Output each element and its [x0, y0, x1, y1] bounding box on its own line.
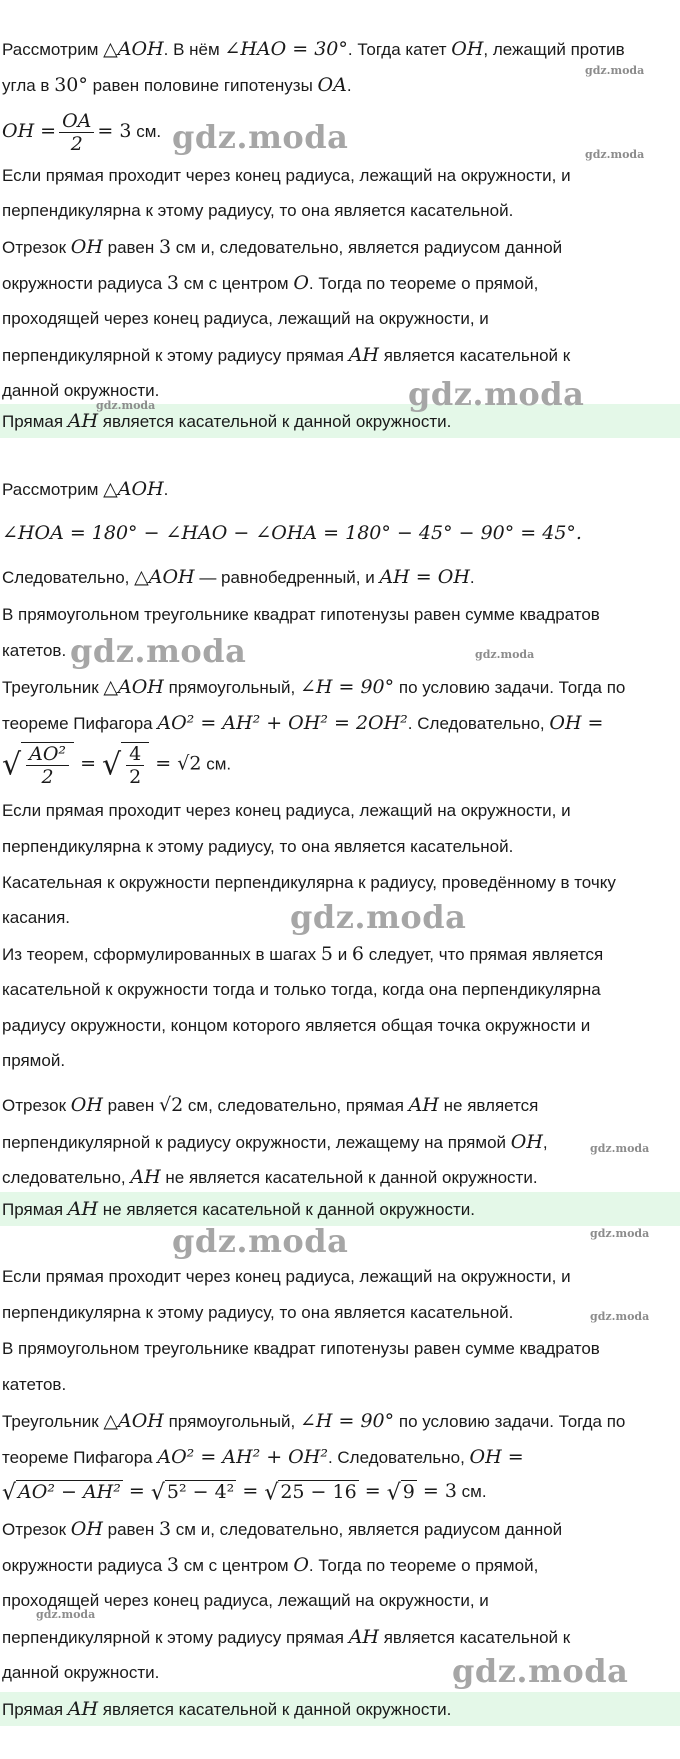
text-line: В прямоугольном треугольнике квадрат гипотенузы равен сумме квадратов [2, 605, 600, 624]
text-line: окружности радиуса 3 см с центром O. Тогда по теореме о прямой, [2, 272, 539, 294]
square-root: √ $\frac{\text{AO²}}{2}$ [2, 742, 74, 788]
text-line: перпендикулярна к этому радиусу, то она является касательной. [2, 837, 514, 856]
text-line: Треугольник △AOH прямоугольный, ∠H = 90° по условию задачи. Тогда по [2, 676, 626, 698]
watermark-logo: gdz.moda [70, 632, 247, 670]
watermark-logo: gdz.moda [36, 1608, 96, 1621]
text-line: прямой. [2, 1051, 66, 1070]
text-line: Если прямая проходит через конец радиуса, лежащий на окружности, и [2, 166, 571, 185]
text-line: теореме Пифагора AO² = AH² + OH². Следовательно, OH = [2, 1446, 524, 1468]
square-root: √ AO² − AH² [2, 1480, 121, 1506]
text-line: данной окружности. [2, 381, 160, 400]
text-line: Если прямая проходит через конец радиуса, лежащий на окружности, и [2, 801, 571, 820]
text-line: перпендикулярна к этому радиусу, то она является касательной. [2, 201, 514, 220]
text-line: Рассмотрим △AOH. В нём ∠HAO = 30°. Тогда катет OH, лежащий против [2, 38, 625, 60]
text-line: Следовательно, △AOH — равнобедренный, и AH = OH. [2, 566, 475, 588]
text-line: следовательно, AH не является касательной к данной окружности. [2, 1166, 538, 1188]
watermark-logo: gdz.moda [172, 1222, 349, 1260]
watermark-logo: gdz.moda [172, 118, 349, 156]
text-line: перпендикулярной к этому радиусу прямая AH является касательной к [2, 344, 571, 366]
square-root: √ $\frac{4}{2}$ [102, 742, 149, 788]
watermark-logo: gdz.moda [290, 898, 467, 936]
text-line: касания. [2, 908, 71, 927]
text-line: Отрезок OH равен 3 см и, следовательно, является радиусом данной [2, 1518, 563, 1540]
text-line: Если прямая проходит через конец радиуса, лежащий на окружности, и [2, 1267, 571, 1286]
text-line: Треугольник △AOH прямоугольный, ∠H = 90° по условию задачи. Тогда по [2, 1410, 626, 1432]
formula-line: √ AO² − AH² = √ 5² − 4² = √ 25 − 16 = √ 9 = 3 см. [2, 1480, 487, 1506]
answer-box [0, 1692, 680, 1726]
text-line: Отрезок OH равен 3 см и, следовательно, является радиусом данной [2, 236, 563, 258]
watermark-logo: gdz.moda [590, 1227, 650, 1240]
text-line: окружности радиуса 3 см с центром O. Тогда по теореме о прямой, [2, 1554, 539, 1576]
text-line: теореме Пифагора AO² = AH² + OH² = 2OH². Следовательно, OH = [2, 712, 604, 734]
text-line: перпендикулярна к этому радиусу, то она является касательной. [2, 1303, 514, 1322]
text-line: касательной к окружности тогда и только тогда, когда она перпендикулярна [2, 980, 601, 999]
text-line: Рассмотрим △AOH. [2, 478, 169, 500]
answer-box [0, 1192, 680, 1226]
answer-text: Прямая AH не является касательной к данной окружности. [2, 1198, 475, 1220]
text-line: катетов. [2, 641, 67, 660]
text-line: проходящей через конец радиуса, лежащий на окружности, и [2, 309, 489, 328]
fraction: $\frac{OA}{2}$ [59, 110, 94, 155]
watermark-logo: gdz.moda [96, 399, 156, 412]
square-root: √ 9 [386, 1480, 415, 1506]
formula-line: √ $\frac{\text{AO²}}{2}$ = √ $\frac{4}{2}$ = √2 см. [2, 743, 232, 788]
text-line: Касательная к окружности перпендикулярна к радиусу, проведённому в точку [2, 873, 616, 892]
text-line: проходящей через конец радиуса, лежащий на окружности, и [2, 1591, 489, 1610]
text-line: угла в 30° равен половине гипотенузы OA. [2, 74, 352, 96]
square-root: √ 25 − 16 [264, 1480, 357, 1506]
text-line: данной окружности. [2, 1663, 160, 1682]
square-root: √ 5² − 4² [150, 1480, 235, 1506]
watermark-logo: gdz.moda [590, 1310, 650, 1323]
text-line: В прямоугольном треугольнике квадрат гипотенузы равен сумме квадратов [2, 1339, 600, 1358]
text-line: Отрезок OH равен √2 см, следовательно, прямая AH не является [2, 1094, 539, 1116]
text-line: радиусу окружности, концом которого является общая точка окружности и [2, 1016, 591, 1035]
text-line: катетов. [2, 1375, 67, 1394]
text-line: перпендикулярной к этому радиусу прямая AH является касательной к [2, 1626, 571, 1648]
answer-text: Прямая AH является касательной к данной окружности. [2, 1698, 452, 1720]
text-line: перпендикулярной к радиусу окружности, лежащему на прямой OH, [2, 1131, 548, 1153]
watermark-logo: gdz.moda [408, 375, 585, 413]
text-line: Из теорем, сформулированных в шагах 5 и 6 следует, что прямая является [2, 943, 604, 965]
watermark-logo: gdz.moda [590, 1142, 650, 1155]
watermark-logo: gdz.moda [452, 1652, 629, 1690]
formula-line: ∠HOA = 180° − ∠HAO − ∠OHA = 180° − 45° − 90° = 45°. [2, 522, 582, 544]
watermark-logo: gdz.moda [475, 648, 535, 661]
watermark-logo: gdz.moda [585, 64, 645, 77]
formula-line: OH = $\frac{OA}{2}$ = 3 см. [2, 110, 162, 155]
watermark-logo: gdz.moda [585, 148, 645, 161]
answer-text: Прямая AH является касательной к данной окружности. [2, 410, 452, 432]
